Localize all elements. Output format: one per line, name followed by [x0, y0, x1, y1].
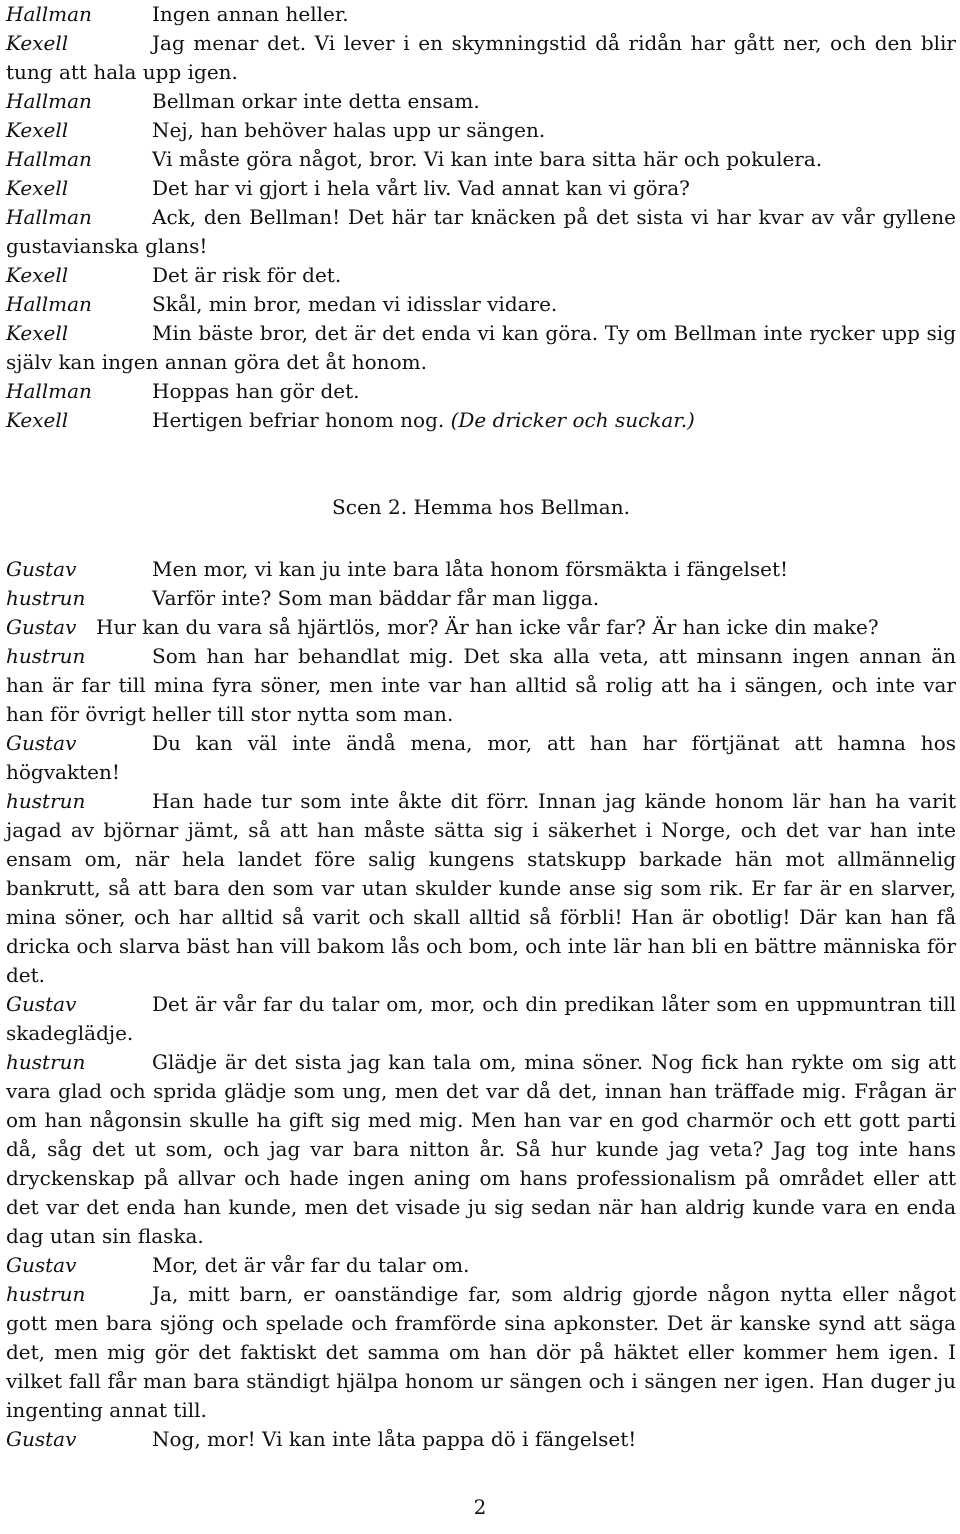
line-text: Ja, mitt barn, er oanständige far, som aldrig gjorde någon nytta eller något gott men bara sjöng och spelade och framförde sina apkonster. Det är kanske synd att säga det, men mig gör det faktiskt det samma om han dör på häktet eller kommer hem igen. I vilket fall får man bara ständigt hjälpa honom ur sängen och i sängen ner igen. Han duger ju ingenting annat till.: [6, 1282, 956, 1422]
line-text: Hertigen befriar honom nog.: [152, 408, 451, 432]
line-text: Glädje är det sista jag kan tala om, mina söner. Nog fick han rykte om sig att vara glad och sprida glädje som ung, men det var då det, innan han träffade mig. Frågan är om han någonsin skulle ha gift sig med mig. Men han var en god charmör och ett gott parti då, såg det ut som, och jag var bara nitton år. Så hur kunde jag veta? Jag tog inte hans dryckenskap på allvar och hade ingen aning om hans professionalism på området eller att det var det enda han kunde, men det visade ju sig sedan när han aldrig kunde vara en enda dag utan sin flaska.: [6, 1050, 956, 1248]
speaker-name: Kexell: [6, 118, 69, 142]
line-text: Jag menar det. Vi lever i en skymningstid då ridån har gått ner, och den blir tung att hala upp igen.: [6, 31, 956, 84]
dialogue-line: [6, 584, 956, 613]
speaker-name: Kexell: [6, 408, 69, 432]
dialogue-line: [6, 145, 956, 174]
dialogue-line: [6, 642, 956, 729]
dialogue-line: [6, 729, 956, 787]
line-text: Ack, den Bellman! Det här tar knäcken på det sista vi har kvar av vår gyllene gustavianska glans!: [6, 205, 956, 258]
speaker-name: Gustav: [6, 557, 77, 581]
line-text: Han hade tur som inte åkte dit förr. Innan jag kände honom lär han ha varit jagad av björnar jämt, så att han måste sätta sig i säkerhet i Norge, och det var han inte ensam om, när hela landet före salig kungens statskupp barkade hän mot allmännelig bankrutt, så att bara den som var utan skulder kunde anse sig som rik. Er far är en slarver, mina söner, och har alltid så varit och skall alltid så förbli! Han är obotlig! Där kan han få dricka och slarva bäst han vill bakom lås och bom, och inte lär han bli en bättre människa för det.: [6, 789, 956, 987]
speaker-name: hustrun: [6, 1050, 86, 1074]
line-text: Ingen annan heller.: [152, 2, 349, 26]
speaker-name: Hallman: [6, 2, 92, 26]
dialogue-line: [6, 787, 956, 990]
dialogue-line: [6, 0, 956, 29]
speaker-name: Gustav: [6, 615, 77, 639]
line-text: Du kan väl inte ändå mena, mor, att han har förtjänat att hamna hos högvakten!: [6, 731, 956, 784]
section-spacer: [6, 435, 956, 493]
dialogue-line: [6, 87, 956, 116]
scene-1-dialogue: [6, 0, 956, 435]
speaker-name: Gustav: [6, 1253, 77, 1277]
line-text: Varför inte? Som man bäddar får man ligga.: [152, 586, 600, 610]
speaker-name: Kexell: [6, 176, 69, 200]
dialogue-line: [6, 1425, 956, 1454]
dialogue-line: [6, 29, 956, 87]
line-text: Hoppas han gör det.: [152, 379, 360, 403]
line-text: Nog, mor! Vi kan inte låta pappa dö i fängelset!: [152, 1427, 637, 1451]
speaker-name: Gustav: [6, 731, 77, 755]
speaker-name: hustrun: [6, 1282, 86, 1306]
line-text: Det är vår far du talar om, mor, och din predikan låter som en uppmuntran till skadeglädje.: [6, 992, 956, 1045]
scene-heading: Scen 2. Hemma hos Bellman.: [332, 495, 630, 519]
line-text: Det är risk för det.: [152, 263, 342, 287]
line-text: Nej, han behöver halas upp ur sängen.: [152, 118, 546, 142]
speaker-name: Hallman: [6, 89, 92, 113]
dialogue-line: [6, 613, 956, 642]
dialogue-line: [6, 261, 956, 290]
page-number: 2: [473, 1495, 487, 1519]
speaker-name: Kexell: [6, 263, 69, 287]
line-text: Men mor, vi kan ju inte bara låta honom försmäkta i fängelset!: [152, 557, 789, 581]
line-text: Det har vi gjort i hela vårt liv. Vad annat kan vi göra?: [152, 176, 690, 200]
dialogue-line: [6, 203, 956, 261]
line-text: Som han har behandlat mig. Det ska alla veta, att minsann ingen annan än han är far till mina fyra söner, men inte var han alltid så rolig att ha i sängen, och inte var han för övrigt heller till stor nytta som man.: [6, 644, 956, 726]
stage-direction: (De dricker och suckar.): [450, 408, 695, 432]
dialogue-line: [6, 1251, 956, 1280]
speaker-name: Hallman: [6, 147, 92, 171]
line-text: Vi måste göra något, bror. Vi kan inte bara sitta här och pokulera.: [152, 147, 823, 171]
speaker-name: hustrun: [6, 586, 86, 610]
dialogue-line: [6, 116, 956, 145]
dialogue-line: [6, 406, 956, 435]
dialogue-line: [6, 319, 956, 377]
line-text: Min bäste bror, det är det enda vi kan göra. Ty om Bellman inte rycker upp sig själv kan ingen annan göra det åt honom.: [6, 321, 956, 374]
line-text: Skål, min bror, medan vi idisslar vidare.: [152, 292, 558, 316]
speaker-name: Hallman: [6, 205, 92, 229]
speaker-name: Gustav: [6, 1427, 77, 1451]
dialogue-line: [6, 990, 956, 1048]
dialogue-line: [6, 377, 956, 406]
scene-2-dialogue: [6, 555, 956, 1454]
line-text: Hur kan du vara så hjärtlös, mor? Är han icke vår far? Är han icke din make?: [96, 615, 879, 639]
dialogue-line: [6, 1048, 956, 1251]
speaker-name: hustrun: [6, 644, 86, 668]
dialogue-line: [6, 174, 956, 203]
speaker-name: Kexell: [6, 321, 69, 345]
line-text: Bellman orkar inte detta ensam.: [152, 89, 480, 113]
line-text: Mor, det är vår far du talar om.: [152, 1253, 470, 1277]
speaker-name: Gustav: [6, 992, 77, 1016]
dialogue-line: [6, 290, 956, 319]
speaker-name: hustrun: [6, 789, 86, 813]
speaker-name: Hallman: [6, 379, 92, 403]
speaker-name: Kexell: [6, 31, 69, 55]
speaker-name: Hallman: [6, 292, 92, 316]
dialogue-line: [6, 555, 956, 584]
dialogue-line: [6, 1280, 956, 1425]
